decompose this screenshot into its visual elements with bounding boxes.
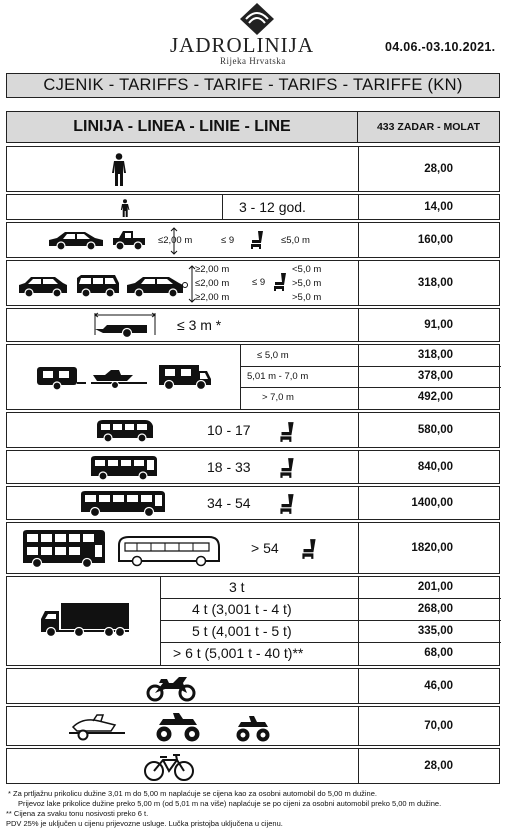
footnote-2: Prijevoz lake prikolice dužine preko 5,00 m (od 5,01 m na više) naplaćuje se po cijeni za osobni automobil preko 5,00 m dužine. bbox=[18, 799, 442, 808]
price-bus-10-17: 580,00 bbox=[417, 424, 453, 436]
bus-18-33-label: 18 - 33 bbox=[207, 459, 251, 475]
car-large-height-3: ≥2,00 m bbox=[195, 292, 230, 303]
car-large-height-2: ≤2,00 m bbox=[195, 278, 230, 289]
price-atv: 70,00 bbox=[424, 720, 453, 732]
price-adult: 28,00 bbox=[424, 163, 453, 175]
car-small-seats: ≤ 9 bbox=[221, 235, 235, 246]
footnote-4: PDV 25% je uključen u cijenu prijevozne usluge. Lučka pristojba uključena u cijenu. bbox=[6, 819, 283, 828]
seat-icon bbox=[273, 272, 287, 292]
caravan-car-icon bbox=[125, 276, 187, 298]
price-bus-over-54: 1820,00 bbox=[411, 542, 453, 554]
logo-name: JADROLINIJA bbox=[170, 33, 314, 57]
van-icon bbox=[75, 274, 121, 298]
price-bus-18-33: 840,00 bbox=[417, 461, 453, 473]
route-label: 433 ZADAR - MOLAT bbox=[376, 121, 481, 133]
caravan-icon bbox=[35, 365, 87, 391]
truck-tier-4-label: > 6 t (5,001 t - 40 t)** bbox=[173, 645, 304, 661]
price-motorcycle: 46,00 bbox=[424, 680, 453, 692]
row-bus-over-54 bbox=[6, 522, 500, 574]
price-camper-3: 492,00 bbox=[417, 391, 453, 403]
touring-coach-icon bbox=[117, 535, 221, 567]
price-camper-2: 378,00 bbox=[417, 370, 453, 382]
boat-trailer-icon bbox=[91, 369, 149, 389]
logo-city: Rijeka Hrvatska bbox=[220, 56, 286, 66]
seat-icon bbox=[279, 493, 295, 515]
seat-icon bbox=[250, 230, 264, 250]
table-header bbox=[6, 111, 500, 143]
double-decker-bus-icon bbox=[21, 529, 107, 569]
price-car-small: 160,00 bbox=[417, 234, 453, 246]
car-large-length-2: >5,0 m bbox=[292, 278, 322, 289]
child-person-icon bbox=[120, 199, 130, 217]
car-small-height: ≤2,00 m bbox=[158, 235, 193, 246]
suv-icon bbox=[17, 276, 69, 298]
logo-emblem bbox=[240, 3, 274, 35]
car-large-seats: ≤ 9 bbox=[252, 277, 266, 288]
bicycle-icon bbox=[143, 752, 195, 782]
seat-icon bbox=[301, 538, 317, 560]
motorcycle-icon bbox=[145, 672, 197, 702]
child-age-label: 3 - 12 god. bbox=[239, 199, 306, 215]
seat-icon bbox=[279, 421, 295, 443]
row-motorcycle bbox=[6, 668, 500, 704]
price-truck-1: 201,00 bbox=[417, 581, 453, 593]
car-large-length-3: >5,0 m bbox=[292, 292, 322, 303]
car-large-height-1: ≥2,00 m bbox=[195, 264, 230, 275]
camper-van-icon bbox=[157, 361, 213, 391]
row-adult bbox=[6, 146, 500, 192]
car-large-length-1: <5,0 m bbox=[292, 264, 322, 275]
price-truck-4: 68,00 bbox=[424, 647, 453, 659]
truck-tier-3-label: 5 t (4,001 t - 5 t) bbox=[192, 623, 292, 639]
car-icon bbox=[47, 231, 105, 251]
jetski-trailer-icon bbox=[69, 713, 127, 741]
trailer-icon bbox=[89, 313, 161, 339]
truck-tier-1-label: 3 t bbox=[229, 579, 245, 595]
footnote-3: ** Cijena za svaku tonu nosivosti preko 6 t. bbox=[6, 809, 149, 818]
line-label: LINIJA - LINEA - LINIE - LINE bbox=[7, 112, 358, 142]
truck-icon bbox=[39, 601, 131, 639]
trailer-label: ≤ 3 m * bbox=[177, 317, 222, 333]
price-child: 14,00 bbox=[424, 201, 453, 213]
bus-10-17-label: 10 - 17 bbox=[207, 422, 251, 438]
camper-tier-1-label: ≤ 5,0 m bbox=[257, 350, 289, 361]
page-title: CJENIK - TARIFFS - TARIFE - TARIFS - TARIFFE (KN) bbox=[6, 73, 500, 98]
row-bicycle bbox=[6, 748, 500, 784]
price-camper-1: 318,00 bbox=[417, 349, 453, 361]
adult-person-icon bbox=[111, 153, 127, 187]
row-bus-34-54 bbox=[6, 486, 500, 520]
price-bus-34-54: 1400,00 bbox=[411, 497, 453, 509]
row-bus-18-33 bbox=[6, 450, 500, 484]
row-truck bbox=[6, 576, 500, 666]
row-child bbox=[6, 194, 500, 220]
bus-icon bbox=[89, 455, 159, 481]
row-atv bbox=[6, 706, 500, 746]
price-trailer: 91,00 bbox=[424, 319, 453, 331]
row-car-small bbox=[6, 222, 500, 258]
bus-over-54-label: > 54 bbox=[251, 540, 279, 556]
row-trailer bbox=[6, 308, 500, 342]
row-car-large bbox=[6, 260, 500, 306]
bus-34-54-label: 34 - 54 bbox=[207, 495, 251, 511]
quad-bike-icon bbox=[235, 713, 271, 743]
row-bus-10-17 bbox=[6, 412, 500, 448]
footnote-1: * Za prtljažnu prikolicu dužine 3,01 m do 5,00 m naplaćuje se cijena kao za osobni automobil do 5,00 m dužine. bbox=[8, 789, 377, 798]
price-truck-3: 335,00 bbox=[417, 625, 453, 637]
price-truck-2: 268,00 bbox=[417, 603, 453, 615]
camper-tier-2-label: 5,01 m - 7,0 m bbox=[247, 371, 309, 382]
jeep-icon bbox=[111, 229, 147, 251]
price-car-large: 318,00 bbox=[417, 277, 453, 289]
car-small-length: ≤5,0 m bbox=[281, 235, 310, 246]
row-camper bbox=[6, 344, 500, 410]
minibus-icon bbox=[95, 419, 155, 443]
camper-tier-3-label: > 7,0 m bbox=[262, 392, 294, 403]
price-bicycle: 28,00 bbox=[424, 760, 453, 772]
atv-icon bbox=[155, 711, 201, 743]
truck-tier-2-label: 4 t (3,001 t - 4 t) bbox=[192, 601, 292, 617]
seat-icon bbox=[279, 457, 295, 479]
coach-icon bbox=[79, 490, 167, 518]
date-range: 04.06.-03.10.2021. bbox=[385, 40, 496, 54]
